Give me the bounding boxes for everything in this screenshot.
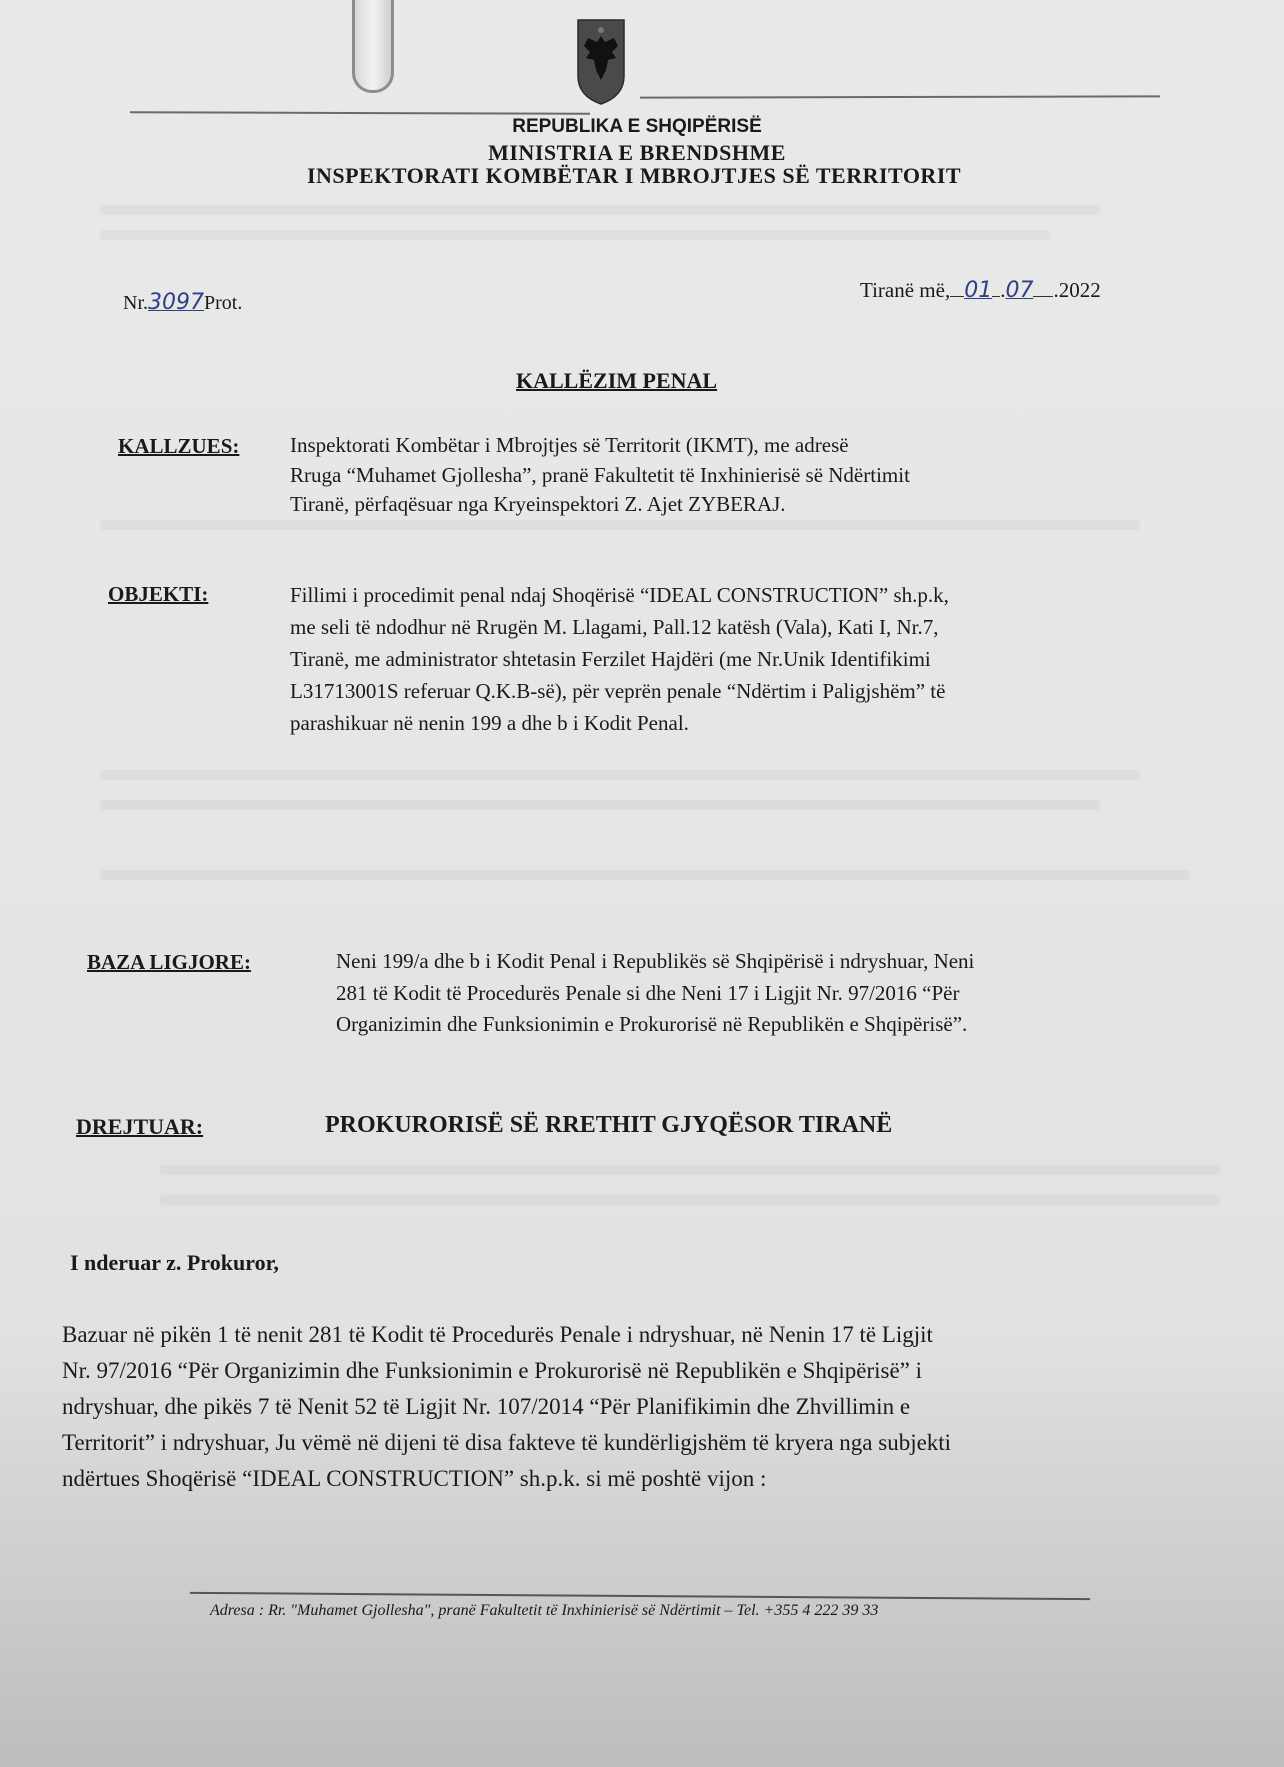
protocol-handwritten-number: 3097 <box>148 290 204 315</box>
body-line: ndërtues Shoqërisë “IDEAL CONSTRUCTION” sh.p.k. si më poshtë vijon : <box>62 1466 767 1491</box>
baza-ligjore-label: BAZA LIGJORE: <box>87 950 251 974</box>
bleed-through <box>100 520 1140 530</box>
objekti-line: me seli të ndodhur në Rrugën M. Llagami, Pall.12 katësh (Vala), Kati I, Nr.7, <box>290 615 939 639</box>
objekti-line: L31713001S referuar Q.K.B-së), për veprën penale “Ndërtim i Paligjshëm” të <box>290 679 946 703</box>
baza-ligjore-line: Organizimin dhe Funksionimin e Prokurorisë në Republikën e Shqipërisë”. <box>336 1012 968 1036</box>
document-date <box>860 278 1101 303</box>
protocol-suffix: Prot. <box>204 292 243 314</box>
date-day: 01 <box>964 278 993 303</box>
baza-ligjore-text <box>336 946 1216 1041</box>
date-month: 07 <box>1005 278 1034 303</box>
kallzues-line: Tiranë, përfaqësuar nga Kryeinspektori Z. Ajet ZYBERAJ. <box>290 492 786 516</box>
bleed-through <box>100 770 1140 780</box>
bleed-through <box>160 1195 1220 1205</box>
kallzues-label: KALLZUES: <box>118 434 240 458</box>
date-year: .2022 <box>1053 278 1101 302</box>
header-ministry: MINISTRIA E BRENDSHME <box>488 140 786 165</box>
objekti-line: parashikuar në nenin 199 a dhe b i Kodit Penal. <box>290 711 689 735</box>
header-inspectorate: INSPEKTORATI KOMBËTAR I MBROJTJES SË TERRITORIT <box>306 163 962 188</box>
bleed-through <box>160 1165 1220 1175</box>
baza-ligjore-line: Neni 199/a dhe b i Kodit Penal i Republikës së Shqipërisë i ndryshuar, Neni <box>336 949 975 973</box>
bleed-through <box>100 870 1190 880</box>
protocol-prefix: Nr. <box>123 292 148 314</box>
kallzues-text <box>290 431 1110 520</box>
bleed-through <box>100 800 1100 810</box>
body-paragraph <box>62 1317 1234 1497</box>
objekti-label: OBJEKTI: <box>108 582 209 606</box>
objekti-line: Fillimi i procedimit penal ndaj Shoqërisë “IDEAL CONSTRUCTION” sh.p.k, <box>290 583 949 607</box>
footer-address: Adresa : Rr. "Muhamet Gjollesha", pranë Fakultetit të Inxhinierisë së Ndërtimit – Tel. +355 4 222 39 33 <box>210 1602 879 1619</box>
kallzues-line: Rruga “Muhamet Gjollesha”, pranë Fakultetit të Inxhinierisë së Ndërtimit <box>290 462 910 487</box>
baza-ligjore-line: 281 të Kodit të Procedurës Penale si dhe Neni 17 i Ligjit Nr. 97/2016 “Për <box>336 980 960 1005</box>
footer-rule <box>190 1592 1090 1600</box>
protocol-number <box>123 290 242 315</box>
body-line: Nr. 97/2016 “Për Organizimin dhe Funksionimin e Prokurorisë në Republikën e Shqipërisë” i <box>62 1358 923 1383</box>
objekti-line: Tiranë, me administrator shtetasin Ferzilet Hajdëri (me Nr.Unik Identifikimi <box>290 647 931 671</box>
date-sep: . <box>1000 278 1006 302</box>
objekti-text <box>290 579 1170 739</box>
bleed-through <box>100 230 1050 240</box>
albanian-eagle-crest-icon <box>576 18 626 106</box>
body-line: Bazuar në pikën 1 të nenit 281 të Kodit të Procedurës Penale i ndryshuar, në Nenin 17 të Ligjit <box>62 1322 933 1347</box>
date-prefix: Tiranë më, <box>860 278 951 302</box>
paper-clip-groove <box>352 0 394 93</box>
drejtuar-recipient: PROKURORISË SË RRETHIT GJYQËSOR TIRANË <box>325 1112 893 1138</box>
body-line: ndryshuar, dhe pikës 7 të Nenit 52 të Ligjit Nr. 107/2014 “Për Planifikimin dhe Zhvillimin e <box>62 1394 911 1419</box>
header-rule-right <box>640 95 1160 98</box>
document-title: KALLËZIM PENAL <box>516 368 718 393</box>
drejtuar-label: DREJTUAR: <box>76 1114 204 1139</box>
salutation: I nderuar z. Prokuror, <box>70 1250 279 1275</box>
header-rule-left <box>130 111 590 115</box>
kallzues-line: Inspektorati Kombëtar i Mbrojtjes së Territorit (IKMT), me adresë <box>290 433 849 457</box>
header-republic: REPUBLIKA E SHQIPËRISË <box>512 116 762 137</box>
body-line: Territorit” i ndryshuar, Ju vëmë në dijeni të disa fakteve të kundërligjshëm të kryera nga subjekti <box>62 1430 952 1455</box>
bleed-through <box>100 205 1100 215</box>
